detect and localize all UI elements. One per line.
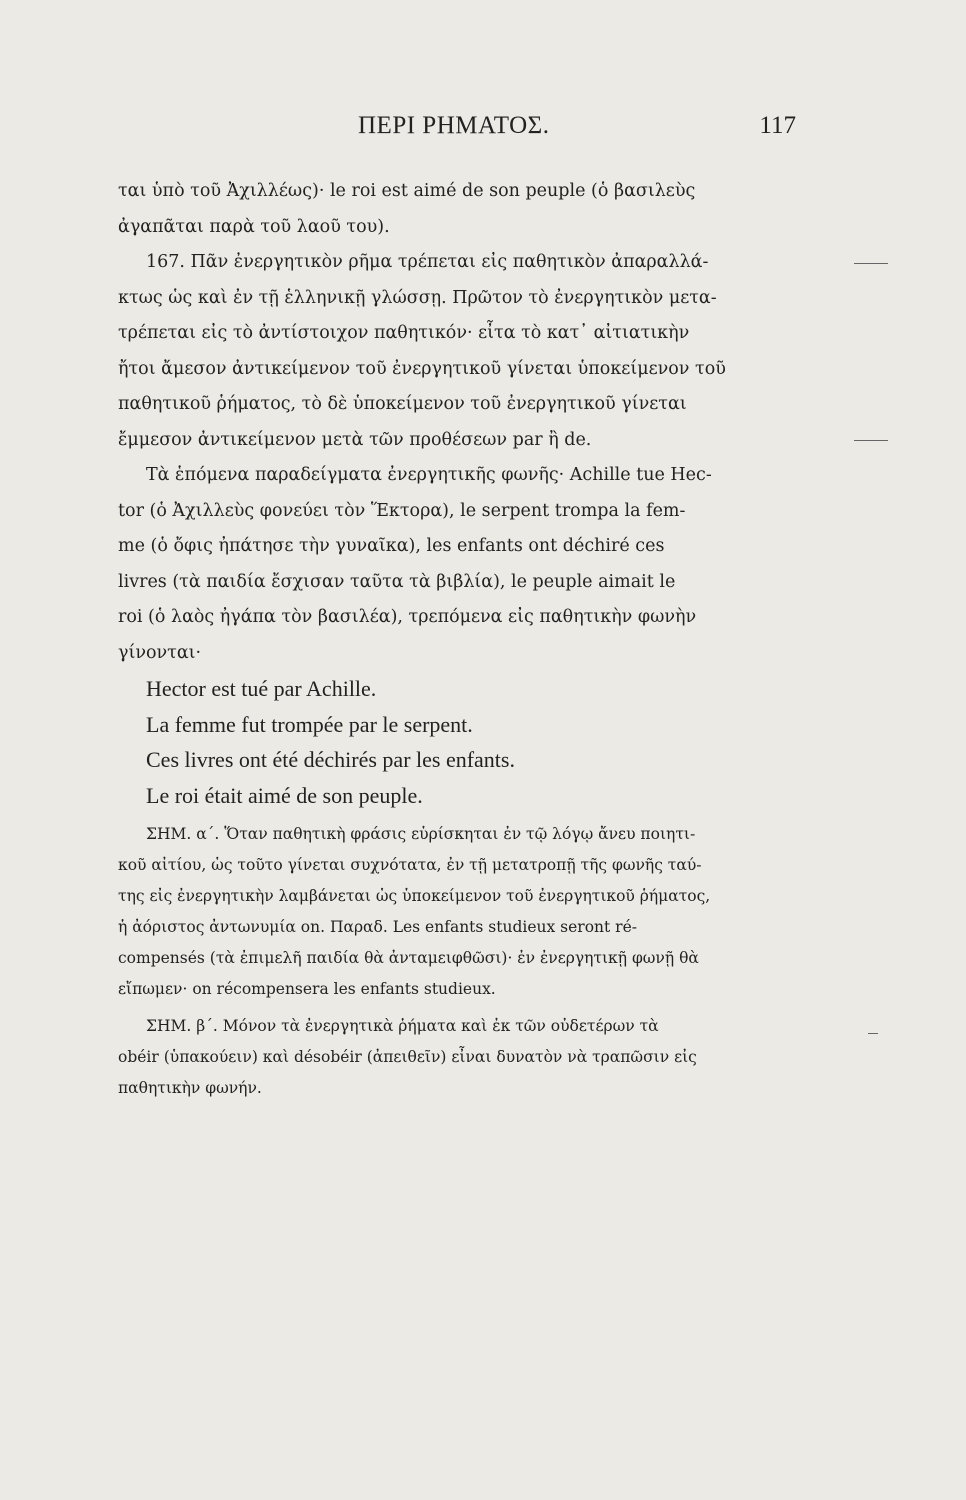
text-line: ἔμμεσον ἀντικείμενον μετὰ τῶν προθέσεων par ἢ de.	[118, 429, 592, 450]
note-line: ἡ ἀόριστος ἀντωνυμία on. Παραδ. Les enfants studieux seront ré-	[118, 918, 637, 936]
text-line: κτως ὡς καὶ ἐν τῇ ἑλληνικῇ γλώσσῃ. Πρῶτον τὸ ἐνεργητικὸν μετα-	[118, 287, 717, 308]
note-line: εἴπωμεν· on récompensera les enfants studieux.	[118, 980, 496, 998]
text-line: roi (ὁ λαὸς ἠγάπα τὸν βασιλέα), τρεπόμενα εἰς παθητικὴν φωνὴν	[118, 607, 697, 627]
note-alpha	[118, 819, 808, 1005]
page-number: 117	[759, 112, 796, 139]
note-line: παθητικὴν φωνήν.	[118, 1079, 262, 1097]
example-sentence: Hector est tué par Achille.	[146, 676, 377, 701]
margin-mark	[868, 1033, 878, 1034]
text-line: tor (ὁ Ἀχιλλεὺς φονεύει τὸν Ἕκτορα), le serpent trompa la fem-	[118, 500, 686, 521]
example-sentence: Le roi était aimé de son peuple.	[146, 782, 423, 808]
note-line: της εἰς ἐνεργητικὴν λαμβάνεται ὡς ὑποκείμενον τοῦ ἐνεργητικοῦ ῥήματος,	[118, 887, 711, 905]
text-line: ἀγαπᾶται παρὰ τοῦ λαοῦ του).	[118, 216, 390, 237]
text-line: livres (τὰ παιδία ἔσχισαν ταῦτα τὰ βιβλία), le peuple aimait le	[118, 571, 676, 592]
note-beta	[118, 1011, 808, 1104]
example-sentence: Ces livres ont été déchirés par les enfants.	[146, 747, 515, 772]
note-line: ΣΗΜ. α΄. Ὅταν παθητικὴ φράσις εὑρίσκηται ἐν τῷ λόγῳ ἄνευ ποιητι-	[146, 825, 696, 843]
paragraph-167-start: 167. Πᾶν ἐνεργητικὸν ρῆμα τρέπεται εἰς παθητικὸν ἀπαραλλά-	[146, 252, 709, 272]
running-title: ΠΕΡΙ ΡΗΜΑΤΟΣ.	[358, 112, 550, 139]
text-line: τρέπεται εἰς τὸ ἀντίστοιχον παθητικόν· εἶτα τὸ κατ᾽ αἰτιατικὴν	[118, 323, 690, 343]
text-line: me (ὁ ὄφις ἠπάτησε τὴν γυναῖκα), les enfants ont déchiré ces	[118, 536, 665, 556]
note-line: obéir (ὑπακούειν) καὶ désobéir (ἀπειθεῖν) εἶναι δυνατὸν νὰ τραπῶσιν εἰς	[118, 1048, 697, 1066]
text-line: παθητικοῦ ῥήματος, τὸ δὲ ὑποκείμενον τοῦ ἐνεργητικοῦ γίνεται	[118, 394, 687, 414]
note-line: compensés (τὰ ἐπιμελῆ παιδία θὰ ἀνταμειφθῶσι)· ἐν ἐνεργητικῇ φωνῇ θὰ	[118, 949, 699, 967]
margin-mark	[854, 440, 888, 441]
body-text	[118, 174, 808, 1104]
text-line: γίνονται·	[118, 642, 202, 663]
note-line: κοῦ αἰτίου, ὡς τοῦτο γίνεται συχνότατα, ἐν τῇ μετατροπῇ τῆς φωνῆς ταύ-	[118, 856, 702, 874]
text-line: ται ὑπὸ τοῦ Ἀχιλλέως)· le roi est aimé de son peuple (ὁ βασιλεὺς	[118, 181, 696, 201]
margin-mark	[854, 263, 888, 264]
note-line: ΣΗΜ. β΄. Μόνον τὰ ἐνεργητικὰ ῥήματα καὶ ἐκ τῶν οὐδετέρων τὰ	[146, 1017, 659, 1035]
example-sentence: La femme fut trompée par le serpent.	[146, 711, 473, 737]
running-head	[118, 112, 808, 146]
text-line: ἤτοι ἄμεσον ἀντικείμενον τοῦ ἐνεργητικοῦ γίνεται ὑποκείμενον τοῦ	[118, 358, 726, 379]
paragraph-examples-start: Τὰ ἑπόμενα παραδείγματα ἐνεργητικῆς φωνῆς· Achille tue Hec-	[146, 465, 712, 485]
